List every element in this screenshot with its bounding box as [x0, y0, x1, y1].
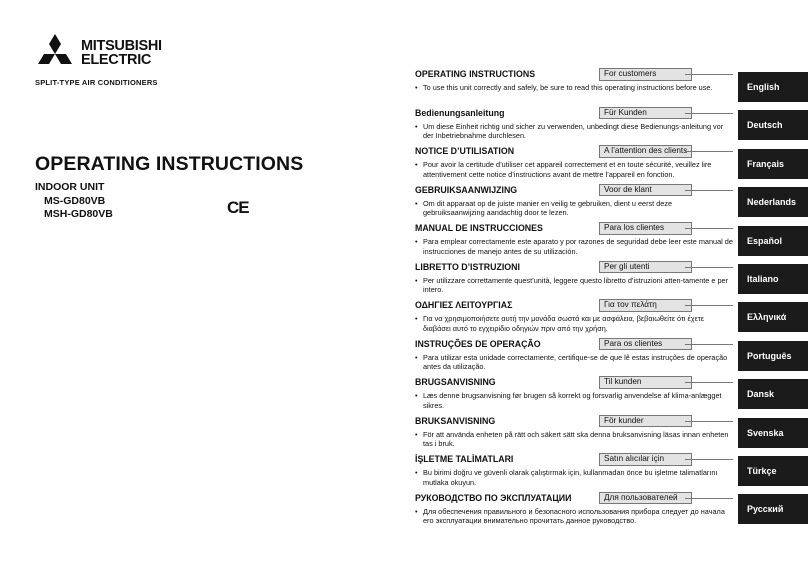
- section-text: • Para utilizar esta unidade correctamente, certifique-se de que lê estas instruções de operação antes da utilização.: [415, 353, 733, 372]
- section-title: РУКОВОДСТВО ПО ЭКСПЛУАТАЦИИ: [415, 492, 572, 503]
- unit-type: INDOOR UNIT: [35, 181, 105, 193]
- brand-name-line1: MITSUBISHI: [81, 38, 162, 54]
- brand-name-line2: ELECTRIC: [81, 52, 152, 68]
- language-sections: [415, 68, 733, 530]
- model-number: MS-GD80VB: [44, 195, 106, 207]
- section-text: • Para emplear correctamente este aparato y por razones de seguridad debe leer este manual de instrucciones de manejo antes de su utilización.: [415, 237, 733, 256]
- divider: [685, 498, 733, 499]
- audience-badge: Til kunden: [599, 376, 692, 389]
- audience-badge: Para os clientes: [599, 338, 692, 351]
- section-title: BRUGSANVISNING: [415, 377, 496, 387]
- ce-mark-icon: CE: [227, 198, 249, 217]
- divider: [685, 74, 733, 75]
- tab-dansk[interactable]: Dansk: [738, 379, 808, 409]
- divider: [685, 382, 733, 383]
- section-title: MANUAL DE INSTRUCCIONES: [415, 223, 543, 233]
- tab-svenska[interactable]: Svenska: [738, 418, 808, 448]
- tab-turkce[interactable]: Türkçe: [738, 456, 808, 486]
- audience-badge: Voor de klant: [599, 184, 692, 197]
- tab-greek[interactable]: Ελληνικά: [738, 302, 808, 332]
- section-title: NOTICE D’UTILISATION: [415, 146, 515, 156]
- divider: [685, 305, 733, 306]
- divider: [685, 267, 733, 268]
- audience-badge: För kunder: [599, 415, 692, 428]
- audience-badge: Satın alıcılar için: [599, 453, 692, 466]
- section-title: LIBRETTO D’ISTRUZIONI: [415, 261, 520, 272]
- model-list: [44, 195, 113, 221]
- audience-badge: Для пользователей: [599, 492, 692, 505]
- tab-english[interactable]: English: [738, 72, 808, 102]
- product-subtitle: SPLIT-TYPE AIR CONDITIONERS: [35, 78, 158, 87]
- three-diamonds-icon: [35, 34, 75, 72]
- section-deutsch: [415, 107, 733, 146]
- section-text: • Bu birimi doğru ve güvenli olarak çalıştırmak için, kullanmadan önce bu işletme talimatlarını mutlaka okuyun.: [415, 468, 733, 487]
- section-italiano: [415, 261, 733, 300]
- divider: [685, 228, 733, 229]
- section-text: • Um diese Einheit richtig und sicher zu verwenden, unbedingt diese Bedienungs-anleitung vor der Inbetriebnahme durchlesen.: [415, 122, 733, 141]
- section-russian: [415, 492, 733, 531]
- section-svenska: [415, 415, 733, 454]
- divider: [685, 344, 733, 345]
- tab-deutsch[interactable]: Deutsch: [738, 110, 808, 140]
- section-greek: [415, 299, 733, 338]
- section-title: BRUKSANVISNING: [415, 415, 496, 426]
- section-text: • För att använda enheten på rätt och säkert sätt ska denna bruksanvisning läsas innan enheten tas i bruk.: [415, 430, 733, 449]
- audience-badge: A l’attention des clients: [599, 145, 692, 158]
- section-text: • Læs denne brugsanvisning før brugen så korrekt og forsvarlig anvendelse af klima-anlægget sikres.: [415, 391, 733, 410]
- audience-badge: For customers: [599, 68, 692, 81]
- tab-francais[interactable]: Français: [738, 149, 808, 179]
- section-turkce: [415, 453, 733, 492]
- section-portugues: [415, 338, 733, 377]
- tab-espanol[interactable]: Español: [738, 226, 808, 256]
- divider: [685, 459, 733, 460]
- model-number: MSH-GD80VB: [44, 208, 113, 220]
- section-title: İŞLETME TALİMATLARI: [415, 454, 514, 464]
- divider: [685, 190, 733, 191]
- section-title: OPERATING INSTRUCTIONS: [415, 69, 536, 79]
- section-english: [415, 68, 733, 107]
- language-tabs: [738, 72, 808, 533]
- section-title: ΟΔΗΓΙΕΣ ΛΕΙΤΟΥΡΓΙΑΣ: [415, 300, 513, 310]
- divider: [685, 421, 733, 422]
- section-nederlands: [415, 184, 733, 223]
- section-title: INSTRUÇÕES DE OPERAÇÃO: [415, 338, 541, 349]
- audience-badge: Για τον πελάτη: [599, 299, 692, 312]
- audience-badge: Per gli utenti: [599, 261, 692, 274]
- tab-nederlands[interactable]: Nederlands: [738, 187, 808, 217]
- section-dansk: [415, 376, 733, 415]
- document-title: OPERATING INSTRUCTIONS: [35, 153, 304, 175]
- tab-russian[interactable]: Русский: [738, 494, 808, 524]
- section-espanol: [415, 222, 733, 261]
- section-text: • Om dit apparaat op de juiste manier en veilig te gebruiken, dient u eerst deze gebruiksaanwijzing aandachtig door te lezen.: [415, 199, 733, 218]
- section-title: GEBRUIKSAANWIJZING: [415, 184, 518, 195]
- divider: [685, 151, 733, 152]
- divider: [685, 113, 733, 114]
- tab-portugues[interactable]: Português: [738, 341, 808, 371]
- section-text: • Per utilizzare correttamente quest’unità, leggere questo libretto d’istruzioni atten-tamente e per intero.: [415, 276, 733, 295]
- section-francais: [415, 145, 733, 184]
- section-title: Bedienungsanleitung: [415, 107, 505, 118]
- section-text: • Pour avoir la certitude d’utiliser cet appareil correctement et en toute sécurité, veuillez lire attentivement cette notice d’instructions avant de mettre l’appareil en fonction.: [415, 160, 733, 179]
- mitsubishi-logo: [35, 34, 185, 82]
- section-text: • Για να χρησιμοποιήσετε αυτή την μονάδα σωστά και με ασφάλεια, βεβαιωθείτε ότι έχετε διαβάσει αυτό το εγχειρίδιο οδηγιών πριν από την χρήση.: [415, 314, 733, 333]
- section-text: • Для обеспечения правильного и безопасного использования прибора следует до начала его эксплуатации внимательно прочитать данное руководство.: [415, 507, 733, 526]
- brand-name: [81, 39, 162, 67]
- audience-badge: Für Kunden: [599, 107, 692, 120]
- tab-italiano[interactable]: Italiano: [738, 264, 808, 294]
- section-text: • To use this unit correctly and safely, be sure to read this operating instructions before use.: [415, 83, 733, 93]
- audience-badge: Para los clientes: [599, 222, 692, 235]
